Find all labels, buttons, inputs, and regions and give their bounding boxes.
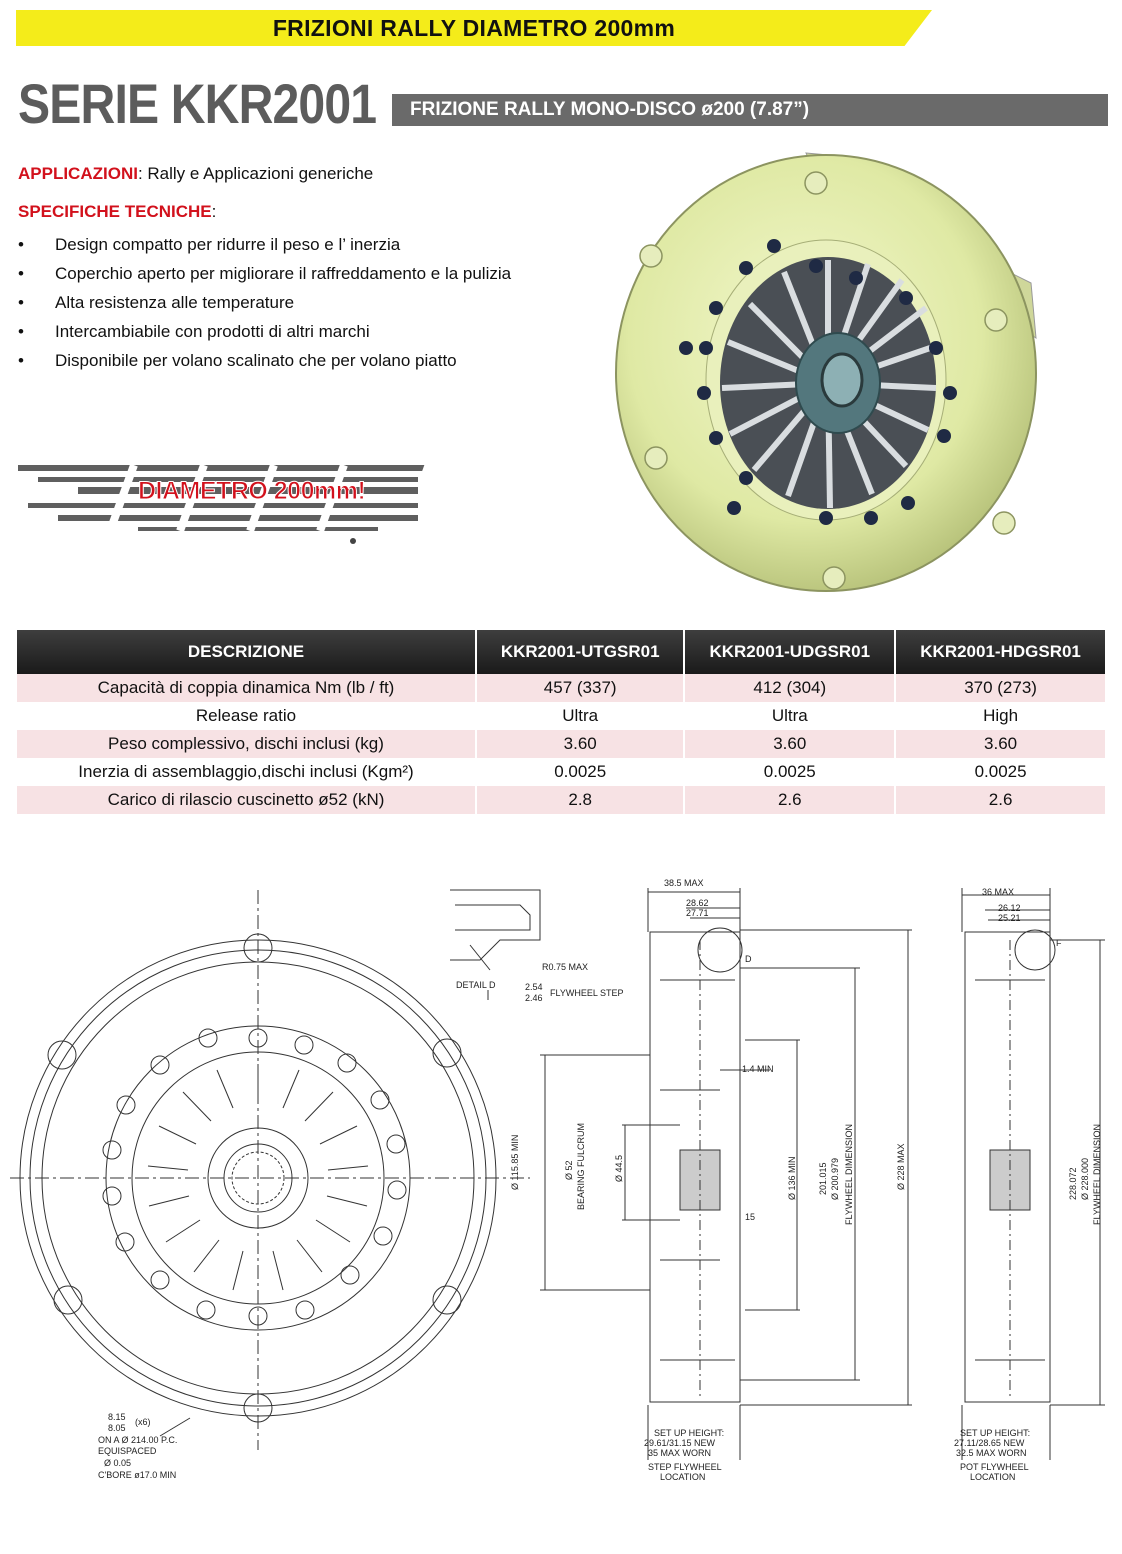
detail-label: DETAIL D [456,980,496,990]
spec-item: • Design compatto per ridurre il peso e l’ inerzia [18,230,511,259]
right-detail-tag: F [1056,938,1062,948]
table-cell: 2.6 [684,786,895,814]
dim-201b: Ø 200.979 [830,1157,840,1200]
mid-max-dim: 38.5 MAX [664,878,704,888]
bearing-label: BEARING FULCRUM [576,1122,586,1210]
dim-52: Ø 52 [564,1160,574,1180]
table-cell: Carico di rilascio cuscinetto ø52 (kN) [17,786,476,814]
right-dim-2: 25.21 [998,913,1021,923]
hole-count: (x6) [135,1417,151,1427]
applications-text: : Rally e Applicazioni generiche [137,164,374,183]
spec-item: • Alta resistenza alle temperature [18,288,511,317]
tolerance-note: Ø 0.05 [104,1458,132,1468]
mid-loc-1: STEP FLYWHEEL [648,1462,722,1472]
mid-dim-2: 27.71 [686,908,709,918]
col-header: KKR2001-UTGSR01 [476,630,684,674]
table-cell: Capacità di coppia dinamica Nm (lb / ft) [17,674,476,702]
table-cell: 2.6 [895,786,1106,814]
cbore-note: C'BORE ø17.0 MIN [98,1470,177,1480]
pcd-note: ON A Ø 214.00 P.C. [98,1435,178,1445]
table-cell: 370 (273) [895,674,1106,702]
series-title: SERIE KKR2001 [18,72,377,135]
spec-item: • Intercambiabile con prodotti di altri marchi [18,317,511,346]
subtitle-bar [392,94,1108,126]
col-header: KKR2001-HDGSR01 [895,630,1106,674]
mid-dim-1: 28.62 [686,898,709,908]
specs-list [18,230,511,375]
table-cell: 3.60 [684,730,895,758]
applications-label: APPLICAZIONI [18,164,138,183]
min-dim: 1.4 MIN [742,1064,774,1074]
right-dim-228a: 228.072 [1068,1167,1078,1200]
clutch-product-image [606,148,1066,600]
table-cell: 2.8 [476,786,684,814]
table-cell: 457 (337) [476,674,684,702]
mid-loc-2: LOCATION [660,1472,706,1482]
table-cell: 412 (304) [684,674,895,702]
dim-201a: 201.015 [818,1162,828,1195]
right-loc-1: POT FLYWHEEL [960,1462,1029,1472]
table-row [17,674,1106,702]
dim-15: 15 [745,1212,756,1222]
spec-item: • Disponibile per volano scalinato che per volano piatto [18,346,511,375]
spec-item: • Coperchio aperto per migliorare il raffreddamento e la pulizia [18,259,511,288]
diameter-badge: DIAMETRO 200mm! [138,477,366,505]
hole-dim-bot: 8.05 [108,1423,126,1433]
specs-label: SPECIFICHE TECNICHE [18,202,212,221]
mid-setup-2: 29.61/31.15 NEW [644,1438,716,1448]
header-banner-text: FRIZIONI RALLY DIAMETRO 200mm [272,15,676,41]
table-cell: 3.60 [476,730,684,758]
table-cell: Peso complessivo, dischi inclusi (kg) [17,730,476,758]
applications-line [18,164,373,184]
subtitle-text: FRIZIONE RALLY MONO-DISCO ø200 (7.87”) [410,99,810,120]
spec-table [17,630,1107,814]
table-cell: 0.0025 [476,758,684,786]
table-cell: Release ratio [17,702,476,730]
dim-44: Ø 44.5 [614,1154,624,1182]
technical-drawing [0,860,1122,1500]
col-header: DESCRIZIONE [17,630,476,674]
right-max-dim: 36 MAX [982,887,1015,897]
right-flywheel-label: FLYWHEEL DIMENSION [1092,1123,1102,1225]
step-dim-1: 2.54 [525,982,543,992]
step-dim-2: 2.46 [525,993,543,1003]
table-cell: 3.60 [895,730,1106,758]
right-setup-3: 32.5 MAX WORN [956,1448,1027,1458]
flywheel-dim-label: FLYWHEEL DIMENSION [844,1123,854,1225]
right-setup-2: 27.11/28.65 NEW [954,1438,1025,1448]
dim-136: Ø 136 MIN [787,1156,797,1200]
step-label: FLYWHEEL STEP [550,988,624,998]
right-loc-2: LOCATION [970,1472,1016,1482]
specs-heading [18,202,216,222]
radius-dim: R0.75 MAX [542,962,589,972]
specs-colon: : [211,202,217,221]
right-setup-1: SET UP HEIGHT: [960,1428,1031,1438]
equispaced-note: EQUISPACED [98,1446,157,1456]
table-cell: Ultra [684,702,895,730]
table-header-row [17,630,1106,674]
table-row [17,758,1106,786]
right-dim-228b: Ø 228.000 [1080,1157,1090,1200]
dim-228: Ø 228 MAX [896,1143,906,1190]
mid-detail-tag: D [745,954,752,964]
table-cell: Ultra [476,702,684,730]
mid-setup-1: SET UP HEIGHT: [654,1428,725,1438]
table-cell: 0.0025 [684,758,895,786]
dim-115: Ø 115.85 MIN [510,1134,520,1190]
right-dim-1: 26.12 [998,903,1021,913]
hole-dim-top: 8.15 [108,1412,126,1422]
table-row [17,786,1106,814]
table-row [17,702,1106,730]
table-cell: 0.0025 [895,758,1106,786]
mid-setup-3: 35 MAX WORN [648,1448,712,1458]
table-cell: Inerzia di assemblaggio,dischi inclusi (Kgm²) [17,758,476,786]
table-row [17,730,1106,758]
table-cell: High [895,702,1106,730]
col-header: KKR2001-UDGSR01 [684,630,895,674]
